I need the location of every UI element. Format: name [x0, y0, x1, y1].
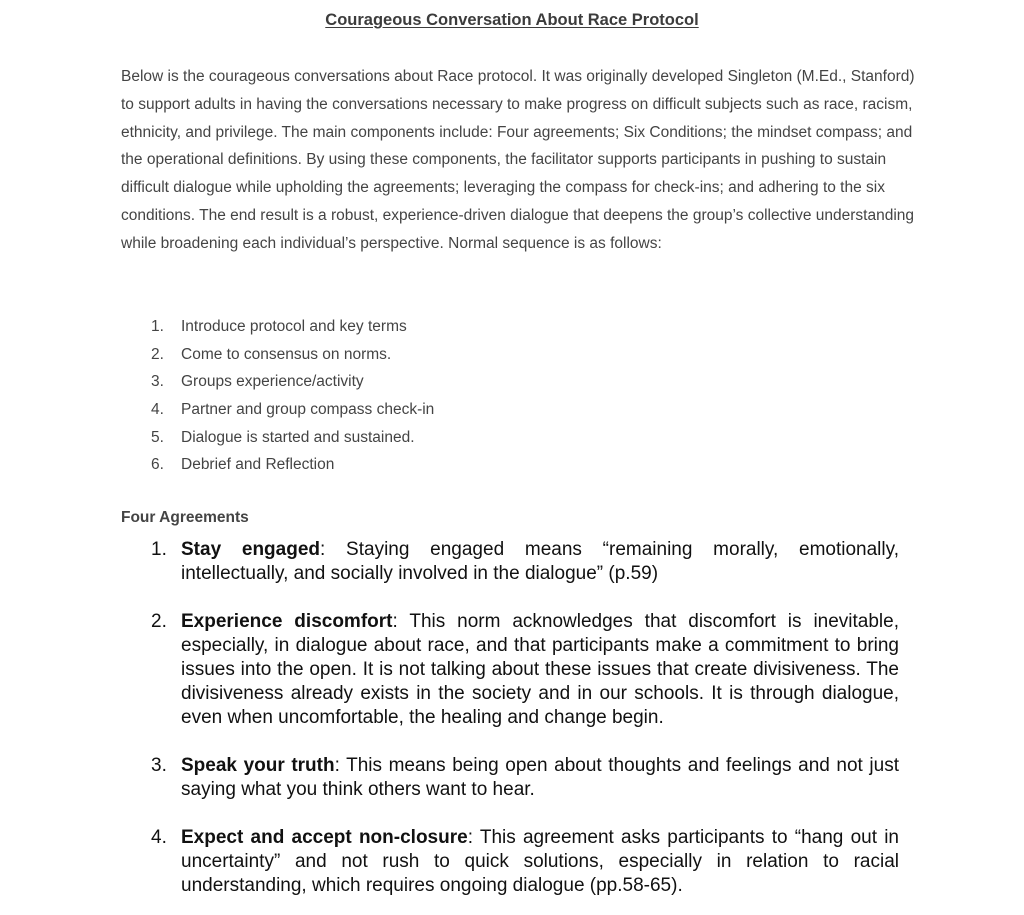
list-number: 3.	[151, 373, 164, 391]
agreement-term: Stay engaged	[181, 539, 321, 560]
agreement-number: 1.	[151, 539, 167, 560]
list-number: 5.	[151, 428, 164, 446]
list-text: Debrief and Reflection	[181, 456, 335, 474]
list-item	[151, 341, 434, 369]
agreement-text: : This means being open about thoughts and feelings and not just saying what you think others want to hear.	[181, 755, 899, 800]
agreement-term: Speak your truth	[181, 755, 335, 776]
list-item	[151, 451, 434, 479]
agreements-list	[151, 538, 899, 898]
agreement-item	[151, 610, 899, 730]
list-item	[151, 313, 434, 341]
agreement-text: : Staying engaged means “remaining morally, emotionally, intellectually, and socially involved in the dialogue” (p.59)	[181, 539, 899, 584]
agreement-text: : This agreement asks participants to “hang out in uncertainty” and not rush to quick solutions, especially in relation to racial understanding, which requires ongoing dialogue (pp.58-65).	[181, 827, 899, 896]
agreement-term: Experience discomfort	[181, 611, 393, 632]
list-item	[151, 396, 434, 424]
list-text: Partner and group compass check-in	[181, 401, 435, 419]
list-item	[151, 368, 434, 396]
list-text: Dialogue is started and sustained.	[181, 428, 415, 446]
agreement-item	[151, 754, 899, 802]
agreement-item	[151, 826, 899, 898]
agreement-text: : This norm acknowledges that discomfort is inevitable, especially, in dialogue about race, and that participants make a commitment to bring issues into the open. It is not talking about these issues that create divisiveness. The divisiveness already exists in the society and in our schools. It is through dialogue, even when uncomfortable, the healing and change begin.	[181, 611, 899, 728]
list-text: Come to consensus on norms.	[181, 345, 392, 363]
agreement-number: 4.	[151, 827, 167, 848]
list-item	[151, 424, 434, 452]
agreement-number: 2.	[151, 611, 167, 632]
agreement-term: Expect and accept non-closure	[181, 827, 468, 848]
agreement-body	[181, 754, 899, 802]
list-number: 4.	[151, 401, 164, 419]
agreement-body	[181, 538, 899, 586]
agreement-body	[181, 610, 899, 730]
list-text: Groups experience/activity	[181, 373, 364, 391]
agreement-number: 3.	[151, 755, 167, 776]
document-title: Courageous Conversation About Race Protocol	[325, 11, 699, 29]
list-number: 1.	[151, 318, 164, 335]
sequence-list	[151, 313, 434, 479]
intro-paragraph: Below is the courageous conversations about Race protocol. It was originally developed Singleton (M.Ed., Stanford) to support adults in having the conversations necessary to make progress on difficult subjects such as race, racism, ethnicity, and privilege. The main components include: Four agreements; Six Conditions; the mindset compass; and the operational definitions. By using these components, the facilitator supports participants in pushing to sustain difficult dialogue while upholding the agreements; leveraging the compass for check-ins; and adhering to the six conditions. The end result is a robust, experience-driven dialogue that deepens the group’s collective understanding while broadening each individual’s perspective. Normal sequence is as follows:	[121, 68, 915, 252]
list-text: Introduce protocol and key terms	[181, 318, 407, 335]
agreement-body	[181, 826, 899, 898]
list-number: 2.	[151, 345, 164, 363]
agreement-item	[151, 538, 899, 586]
agreements-heading: Four Agreements	[121, 509, 249, 526]
list-number: 6.	[151, 456, 164, 474]
